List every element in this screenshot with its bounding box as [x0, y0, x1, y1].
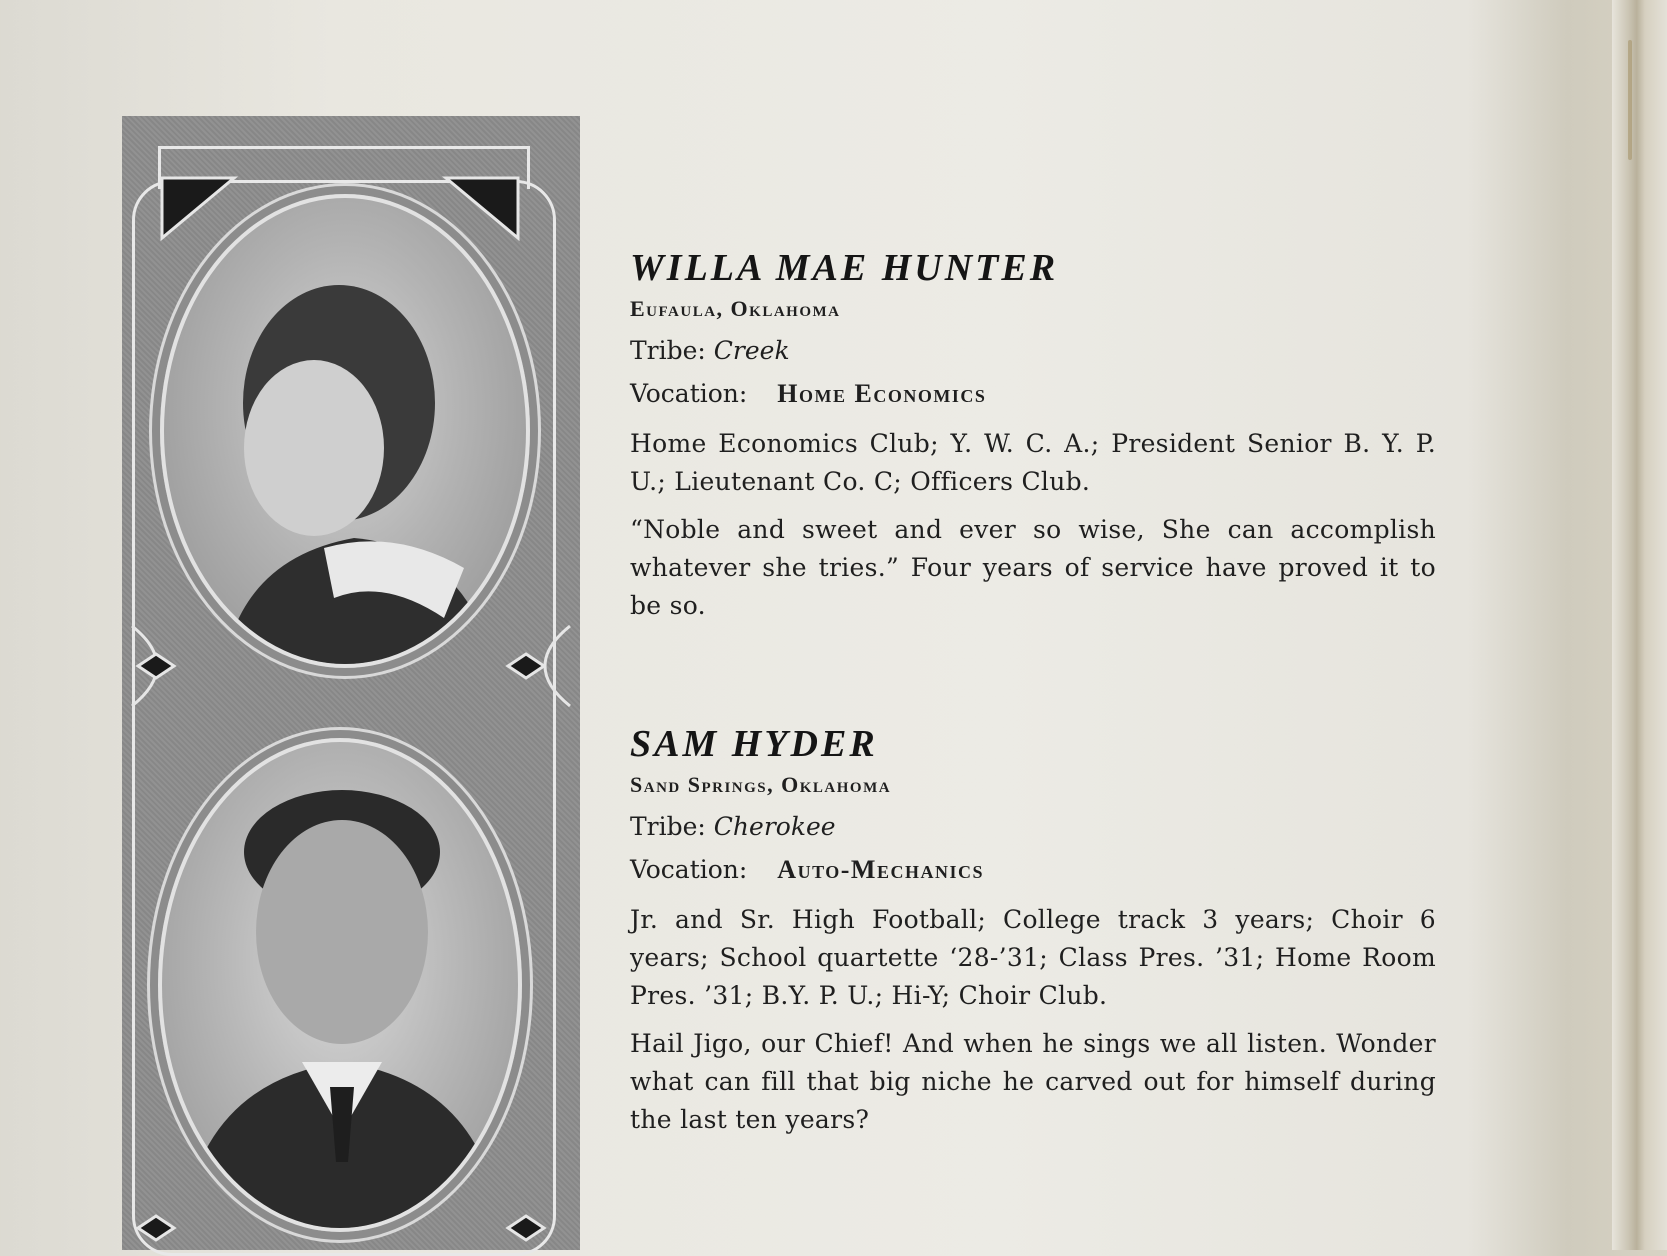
divider-ornament — [122, 616, 580, 716]
vocation-line — [630, 379, 1436, 409]
portrait-strip — [122, 116, 580, 1250]
hometown: Eufaula, Oklahoma — [630, 296, 841, 321]
quote: Hail Jigo, our Chief! And when he sings we all listen. Wonder what can fill that big niche he carved out for himself during the last ten years? — [630, 1029, 1436, 1134]
vocation-label: Vocation: — [630, 855, 748, 884]
tribe-line — [630, 812, 1436, 841]
student-name: SAM HYDER — [630, 723, 878, 765]
student-name: WILLA MAE HUNTER — [630, 247, 1059, 289]
activities: Jr. and Sr. High Football; College track 3 years; Choir 6 years; School quartette ‘28-’31; Class Pres. ’31; Home Room Pres. ’31; B.Y. P. U.; Hi-Y; Choir Club. — [630, 905, 1436, 1010]
tribe-label: Tribe: — [630, 336, 706, 365]
tribe-line — [630, 336, 1436, 365]
vocation-value: Home Economics — [777, 379, 987, 408]
vocation-line — [630, 855, 1436, 885]
book-page-edge — [1612, 0, 1667, 1250]
divider-ornament-bottom — [122, 1196, 580, 1256]
vocation-label: Vocation: — [630, 379, 748, 408]
activities: Home Economics Club; Y. W. C. A.; President Senior B. Y. P. U.; Lieutenant Co. C; Officers Club. — [630, 429, 1436, 496]
tribe-value: Creek — [713, 336, 790, 365]
tribe-label: Tribe: — [630, 812, 706, 841]
vocation-value: Auto-Mechanics — [777, 855, 984, 884]
portrait-willa-mae-hunter — [160, 194, 530, 668]
tribe-value: Cherokee — [713, 812, 836, 841]
portrait-man-icon — [162, 742, 518, 1228]
portrait-sam-hyder — [158, 738, 522, 1232]
quote: “Noble and sweet and ever so wise, She can accomplish whatever she tries.” Four years of service have proved it to be so. — [630, 515, 1436, 620]
portrait-woman-icon — [164, 198, 526, 664]
entry-sam-hyder — [630, 722, 1436, 1139]
hometown: Sand Springs, Oklahoma — [630, 772, 892, 797]
entry-willa-mae-hunter — [630, 246, 1436, 625]
